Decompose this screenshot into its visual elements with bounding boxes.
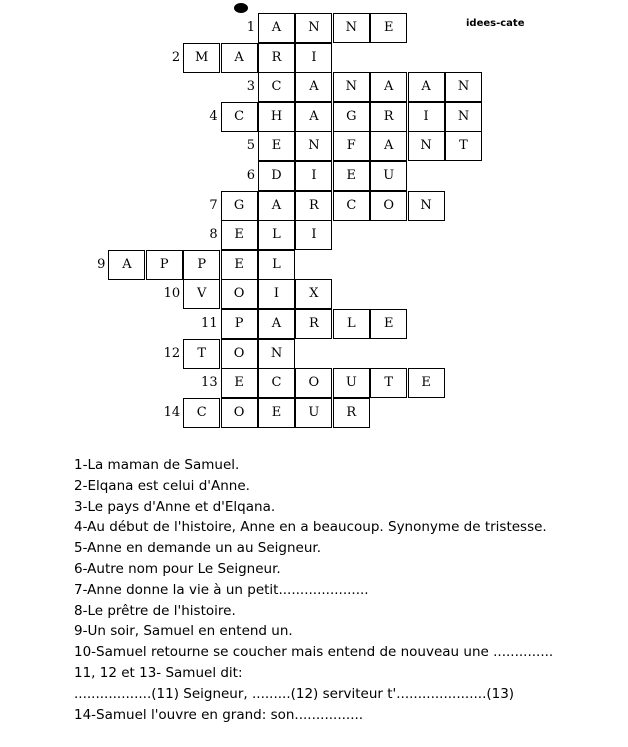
clue-number-3: 3 (246, 79, 255, 95)
grid-cell-7-4[interactable]: C (333, 191, 370, 221)
grid-cell-5-3[interactable]: F (333, 131, 370, 161)
grid-cell-8-2[interactable]: L (258, 220, 295, 250)
grid-cell-13-2[interactable]: C (258, 368, 295, 398)
grid-cell-7-5[interactable]: O (370, 191, 407, 221)
grid-cell-9-1[interactable]: A (108, 250, 145, 280)
grid-cell-14-2[interactable]: O (221, 398, 258, 428)
grid-cell-11-5[interactable]: E (370, 309, 407, 339)
grid-cell-6-2[interactable]: I (295, 161, 332, 191)
grid-cell-2-3[interactable]: R (258, 43, 295, 73)
grid-cell-4-6[interactable]: I (408, 102, 445, 132)
grid-cell-4-3[interactable]: A (295, 102, 332, 132)
grid-cell-5-5[interactable]: N (408, 131, 445, 161)
clue-9: 9-Un soir, Samuel en entend un. (74, 623, 293, 640)
grid-cell-1-3[interactable]: N (333, 13, 370, 43)
clue-number-2: 2 (171, 49, 181, 65)
grid-cell-10-3[interactable]: I (258, 279, 295, 309)
grid-cell-8-3[interactable]: I (295, 220, 332, 250)
grid-cell-1-2[interactable]: N (295, 13, 332, 43)
grid-cell-7-3[interactable]: R (295, 191, 332, 221)
grid-cell-11-3[interactable]: R (295, 309, 332, 339)
clue-2: 2-Elqana est celui d'Anne. (74, 477, 250, 494)
clue-number-7: 7 (209, 197, 218, 213)
grid-cell-11-4[interactable]: L (333, 309, 370, 339)
grid-cell-14-3[interactable]: E (258, 398, 295, 428)
grid-cell-4-5[interactable]: R (370, 102, 407, 132)
grid-cell-4-4[interactable]: G (333, 102, 370, 132)
clue-6: 6-Autre nom pour Le Seigneur. (74, 560, 281, 577)
grid-cell-3-2[interactable]: A (295, 72, 332, 102)
grid-cell-12-2[interactable]: O (221, 339, 258, 369)
grid-cell-6-4[interactable]: U (370, 161, 407, 191)
clue-1: 1-La maman de Samuel. (74, 457, 240, 473)
grid-cell-13-6[interactable]: E (408, 368, 445, 398)
clue-4: 4-Au début de l'histoire, Anne en a beaucoup. Synonyme de tristesse. (74, 519, 547, 536)
clue-number-13: 13 (201, 375, 218, 391)
grid-cell-5-4[interactable]: A (370, 131, 407, 161)
grid-cell-10-4[interactable]: X (295, 279, 332, 309)
grid-cell-7-1[interactable]: G (221, 191, 258, 221)
grid-cell-13-5[interactable]: T (370, 368, 407, 398)
grid-cell-7-2[interactable]: A (258, 191, 295, 221)
clue-number-1: 1 (246, 20, 255, 35)
grid-cell-5-6[interactable]: T (445, 131, 482, 161)
grid-cell-5-2[interactable]: N (295, 131, 332, 161)
grid-cell-1-4[interactable]: E (370, 13, 407, 43)
grid-cell-10-2[interactable]: O (221, 279, 258, 309)
clue-list (74, 455, 614, 725)
clue-number-8: 8 (209, 227, 218, 243)
grid-cell-1-1[interactable]: A (258, 13, 295, 43)
clue-number-10: 10 (163, 286, 181, 302)
grid-cell-11-1[interactable]: P (221, 309, 258, 339)
grid-cell-10-1[interactable]: V (183, 279, 220, 309)
grid-cell-9-2[interactable]: P (146, 250, 183, 280)
grid-cell-8-1[interactable]: E (221, 220, 258, 250)
grid-cell-9-4[interactable]: E (221, 250, 258, 280)
grid-cell-13-3[interactable]: O (295, 368, 332, 398)
clue-number-12: 12 (163, 345, 181, 361)
clue-number-5: 5 (246, 138, 255, 154)
grid-cell-3-5[interactable]: A (408, 72, 445, 102)
grid-cell-5-1[interactable]: E (258, 131, 295, 161)
grid-cell-13-1[interactable]: E (221, 368, 258, 398)
grid-cell-4-2[interactable]: H (258, 102, 295, 132)
clue-11-13-intro: 11, 12 et 13- Samuel dit: (74, 664, 243, 681)
black-dot-marker (234, 3, 248, 13)
grid-cell-4-7[interactable]: N (445, 102, 482, 132)
grid-cell-2-2[interactable]: A (221, 43, 258, 73)
grid-cell-6-3[interactable]: E (333, 161, 370, 191)
grid-cell-4-1[interactable]: C (221, 102, 258, 132)
clue-10: 10-Samuel retourne se coucher mais entend de nouveau une .............. (74, 644, 554, 661)
grid-cell-2-4[interactable]: I (295, 43, 332, 73)
clue-7: 7-Anne donne la vie à un petit..................... (74, 581, 369, 598)
grid-cell-11-2[interactable]: A (258, 309, 295, 339)
grid-cell-12-1[interactable]: T (183, 339, 220, 369)
clue-number-4: 4 (209, 108, 218, 124)
clue-3: 3-Le pays d'Anne et d'Elqana. (74, 498, 276, 515)
grid-cell-2-1[interactable]: M (183, 43, 220, 73)
clue-5: 5-Anne en demande un au Seigneur. (74, 540, 322, 557)
grid-cell-3-4[interactable]: A (370, 72, 407, 102)
grid-cell-3-3[interactable]: N (333, 72, 370, 102)
grid-cell-14-1[interactable]: C (183, 398, 220, 428)
grid-cell-7-6[interactable]: N (408, 191, 445, 221)
clue-11-13-phrase: ..................(11) Seigneur, .........(12) serviteur t'.....................(13) (74, 685, 515, 702)
grid-cell-6-1[interactable]: D (258, 161, 295, 191)
clue-number-6: 6 (246, 168, 255, 183)
grid-cell-12-3[interactable]: N (258, 339, 295, 369)
grid-cell-9-3[interactable]: P (183, 250, 220, 280)
grid-cell-3-1[interactable]: C (258, 72, 295, 102)
grid-cell-9-5[interactable]: L (258, 250, 295, 280)
grid-cell-14-5[interactable]: R (333, 398, 370, 428)
clue-8: 8-Le prêtre de l'histoire. (74, 602, 236, 619)
clue-number-9: 9 (97, 256, 106, 272)
clue-number-14: 14 (163, 404, 181, 420)
grid-cell-3-6[interactable]: N (445, 72, 482, 102)
clue-14: 14-Samuel l'ouvre en grand: son................ (74, 706, 364, 723)
clue-number-11: 11 (201, 316, 218, 331)
grid-cell-13-4[interactable]: U (333, 368, 370, 398)
grid-cell-14-4[interactable]: U (295, 398, 332, 428)
brand-label: idees-cate (466, 18, 525, 29)
